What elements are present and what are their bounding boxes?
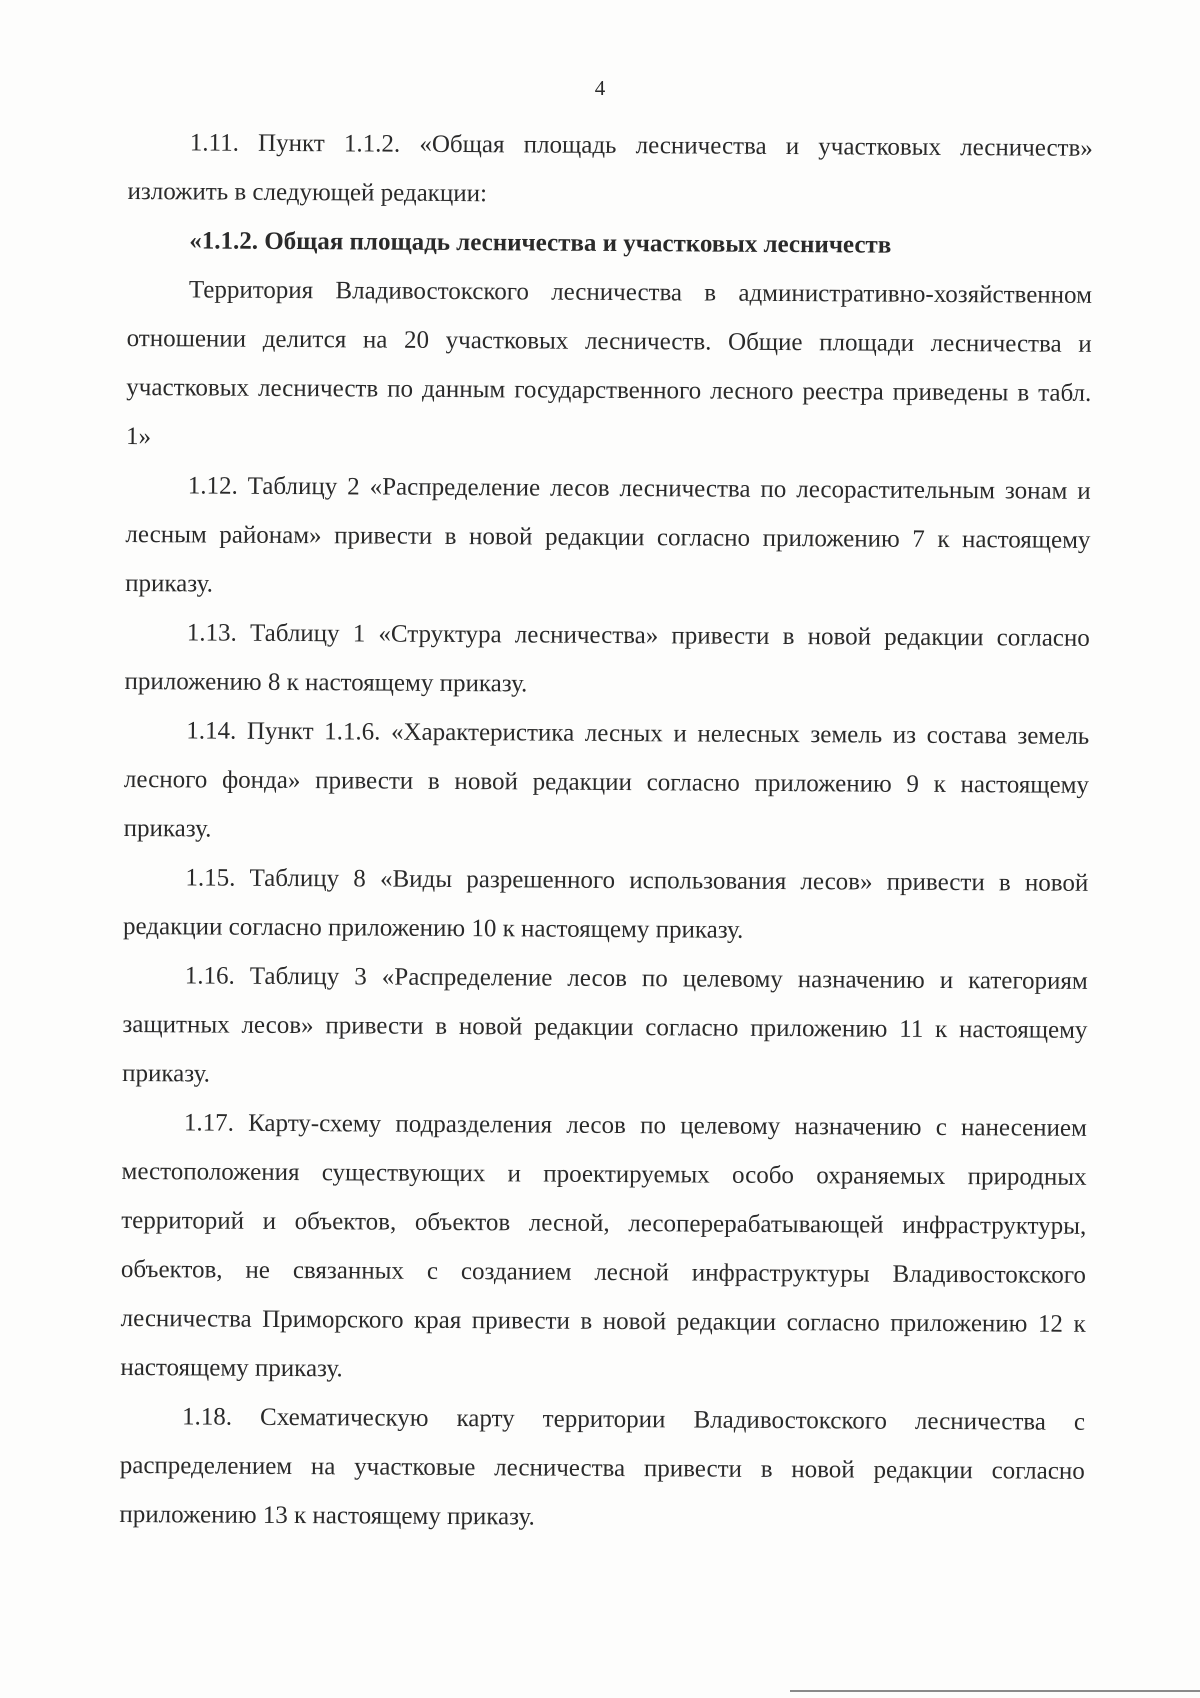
paragraph-1-12: 1.12. Таблицу 2 «Распределение лесов лесничества по лесорастительным зонам и лесным районам» привести в новой редакции согласно приложению 7 к настоящему приказу.	[125, 472, 1091, 598]
paragraph-1-13: 1.13. Таблицу 1 «Структура лесничества» привести в новой редакции согласно приложению 8 к настоящему приказу.	[124, 619, 1090, 698]
paragraph-1-18: 1.18. Схематическую карту территории Владивостокского лесничества с распределением на участковые лесничества привести в новой редакции согласно приложению 13 к настоящему приказу.	[119, 1403, 1086, 1531]
paragraph-1-14: 1.14. Пункт 1.1.6. «Характеристика лесных и нелесных земель из состава земель лесного фонда» привести в новой редакции согласно приложению 9 к настоящему приказу.	[123, 717, 1090, 843]
section-heading-1-1-2: «1.1.2. Общая площадь лесничества и участковых лесничеств	[189, 227, 892, 259]
paragraph-1-16: 1.16. Таблицу 3 «Распределение лесов по целевому назначению и категориям защитных лесов» привести в новой редакции согласно приложению 11 к настоящему приказу.	[122, 962, 1088, 1088]
paragraph-1-15: 1.15. Таблицу 8 «Виды разрешенного использования лесов» привести в новой редакции согласно приложению 10 к настоящему приказу.	[122, 864, 1089, 944]
document-body	[119, 118, 1093, 1545]
bottom-divider	[790, 1690, 1200, 1692]
page-number: 4	[594, 76, 606, 100]
paragraph-1-11: 1.11. Пункт 1.1.2. «Общая площадь лесничества и участковых лесничеств» изложить в следующей редакции:	[127, 129, 1093, 208]
paragraph-territory: Территория Владивостокского лесничества в административно-хозяйственном отношении делится на 20 участковых лесничеств. Общие площади лесничества и участковых лесничеств по данным государственного лесного реестра приведены в табл. 1»	[125, 276, 1093, 451]
paragraph-1-17: 1.17. Карту-схему подразделения лесов по целевому назначению с нанесением местоположения существующих и проектируемых особо охраняемых природных территорий и объектов, объектов лесной, лесоперерабатывающей инфраструктуры, объектов, не связанных с созданием лесной инфраструктуры Владивостокского лесничества Приморского края привести в новой редакции согласно приложению 12 к настоящему приказу.	[120, 1109, 1087, 1383]
